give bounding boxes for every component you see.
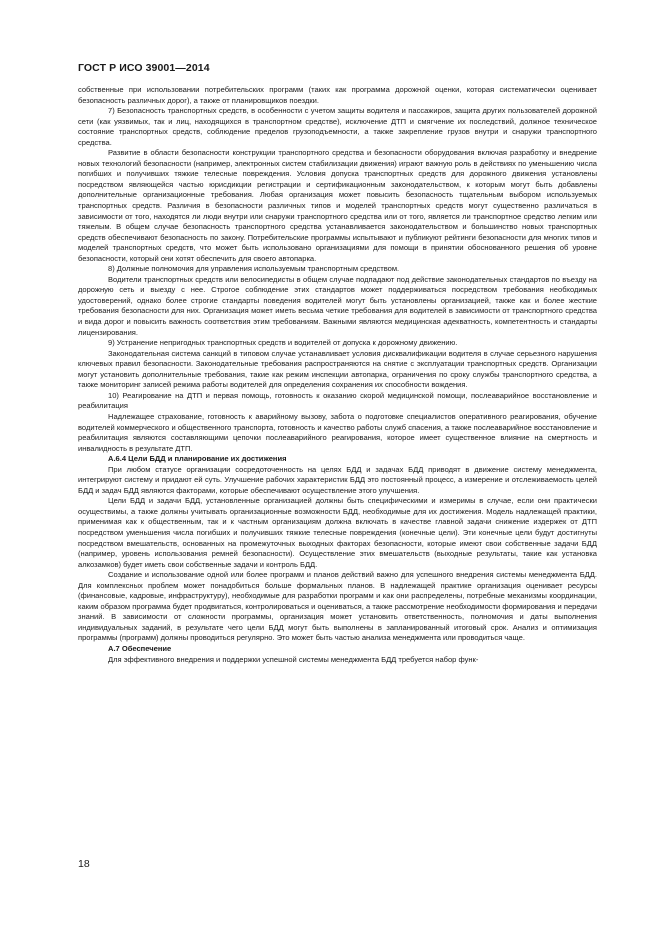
body-paragraph: Развитие в области безопасности конструкции транспортного средства и безопасности оборудования включая разработку и внедрение новых технологий безопасности (например, электронных систем стабилизации движения) играют важную роль в действиях по уменьшению числа погибших и получивших тяжкие телесные повреждения. Условия допуска транспортных средств для дорожного движения установлены посредством являющейся частью юрисдикции регистрации и сертификационным законодательством, к которым могут быть добавлены дополнительные организационные требования. Любая организация может повысить безопасность тщательным выбором используемых транспортных средств. Различия в безопасности различных типов и моделей транспортных средств могут существенно различаться в зависимости от того, находятся ли люди внутри или снаружи транспортного средства или от того, является ли транспортное средство легким или тяжелым. В общем случае безопасность транспортного средства устанавливается законодательством и большинство новых транспортных средств обеспечивают безопасность по закону. Потребительские программы испытывают и публикуют рейтинги безопасности для многих типов и моделей транспортных средств, что может быть использовано организациями для помощи в принятии обоснованного решения об уровне безопасности, который они хотят обеспечить для своего автопарка. (78, 148, 597, 263)
page-number: 18 (78, 858, 90, 870)
document-header: ГОСТ Р ИСО 39001—2014 (78, 62, 210, 74)
section-heading: А.6.4 Цели БДД и планирование их достижения (108, 454, 287, 464)
body-paragraph: 8) Должные полномочия для управления используемым транспортным средством. (108, 264, 400, 274)
body-paragraph: При любом статусе организации сосредоточенность на целях БДД и задачах БДД приводят в движение систему менеджмента, интегрируют систему и придают ей суть. Улучшение рабочих характеристик БДД это постоянный процесс, а измерение и отслеживаемость целей БДД и задач БДД являются факторами, которые обеспечивают осуществление этого улучшения. (78, 464, 597, 495)
body-paragraph: Водители транспортных средств или велосипедисты в общем случае подпадают под действие законодательных стандартов по въезду на дорожную сеть и выезду с нее. Строгое соблюдение этих стандартов может поддерживаться посредством требования необходимых удостоверений, однако более строгие стандарты поведения водителей могут быть установлены организацией, также как и более жесткие требования безопасности для них. Организация может иметь весьма четкие требования для водителей в зависимости от транспортного средства и вида дорог и повысить важность соответствия этим требованиям. Важными являются медицинская адекватность, компетентность и стандарты лицензирования. (78, 274, 597, 337)
body-paragraph: собственные при использовании потребительских программ (таких как программа дорожной оценки, которая систематически оценивает безопасность различных дорог), а также от планировщиков поездки. (78, 85, 597, 105)
body-paragraph: Для эффективного внедрения и поддержки успешной системы менеджмента БДД требуется набор функ- (108, 654, 479, 664)
body-paragraph: Создание и использование одной или более программ и планов действий важно для успешного внедрения системы менеджмента БДД. Для комплексных проблем может понадобиться больше формальных планов. В надлежащей практике организация оценивает ресурсы (финансовые, кадровые, инфраструктуру), необходимые для разработки программ и как они распределены, потребные механизмы координации, каким образом программа будет продвигаться, контролироваться и оцениваться, а также рассмотрение необходимости формирования и передачи знаний. В зависимости от сложности программы, организация может установить ответственность, полномочия и даты выполнения индивидуальных заданий, в результате чего цели БДД могут быть выполнены в запланированный итоговый срок. Анализ и оптимизация программы (программ) должны проводиться регулярно. Это может быть частью анализа менеджмента или проводиться чаще. (78, 570, 597, 643)
body-paragraph: 10) Реагирование на ДТП и первая помощь, готовность к оказанию скорой медицинской помощи, послеаварийное восстановление и реабилитация (78, 390, 597, 411)
body-paragraph: 9) Устранение непригодных транспортных средств и водителей от допуска к дорожному движению. (108, 338, 458, 348)
section-heading: А.7 Обеспечение (108, 643, 172, 653)
body-paragraph: Цели БДД и задачи БДД, установленные организацией должны быть специфическими и измеримы в случае, если они практически осуществимы, а также должны учитывать организационные возможности БДД, необходимые для их достижения. Модель надлежащей практики, применимая как к общественным, так и к частным организациям должна включать в качестве главной задачи снижение издержек от ДТП посредством уменьшения числа погибших и получивших тяжкие телесные повреждения (конечные цели). Эти конечные цели будут достигнуты посредством вмешательств, основанных на промежуточных выходных факторах безопасности, которые имеют свои собственные задачи БДД (например, уровень использования ремней безопасности). Осуществление этих вмешательств (выходные результаты, такие как установка алкозамков) будет иметь свои собственные задачи и контроль БДД. (78, 496, 597, 569)
document-body (78, 85, 597, 665)
body-paragraph: 7) Безопасность транспортных средств, в особенности с учетом защиты водителя и пассажиров, защита других пользователей дорожной сети (как уязвимых, так и лиц, находящихся в транспортном средстве), исключение ДТП и смягчение их последствий, должное техническое состояние транспортных средств, соблюдение пределов грузоподъемности, а также закрепление грузов внутри и снаружи транспортного средства. (78, 106, 597, 147)
body-paragraph: Надлежащее страхование, готовность к аварийному вызову, забота о подготовке специалистов оперативного реагирования, обучение водителей коммерческого и общественного транспорта, готовность и качество работы служб спасения, а также послеаварийное восстановление и реабилитация являются составляющими цепочки послеаварийного реагирования, которое имеет существенное влияние на смертность и инвалидность в результате ДТП. (78, 411, 597, 453)
body-paragraph: Законодательная система санкций в типовом случае устанавливает условия дисквалификации водителя в случае серьезного нарушения ключевых правил безопасности. Законодательные требования распространяются на снятие с эксплуатации транспортных средств. Организации могут установить дополнительные требования, такие как режим инспекции автопарка, ограничения по сроку службы транспортного средства, а также мониторинг записей режима работы водителей для определения сохранения их способности вождения. (78, 348, 597, 390)
